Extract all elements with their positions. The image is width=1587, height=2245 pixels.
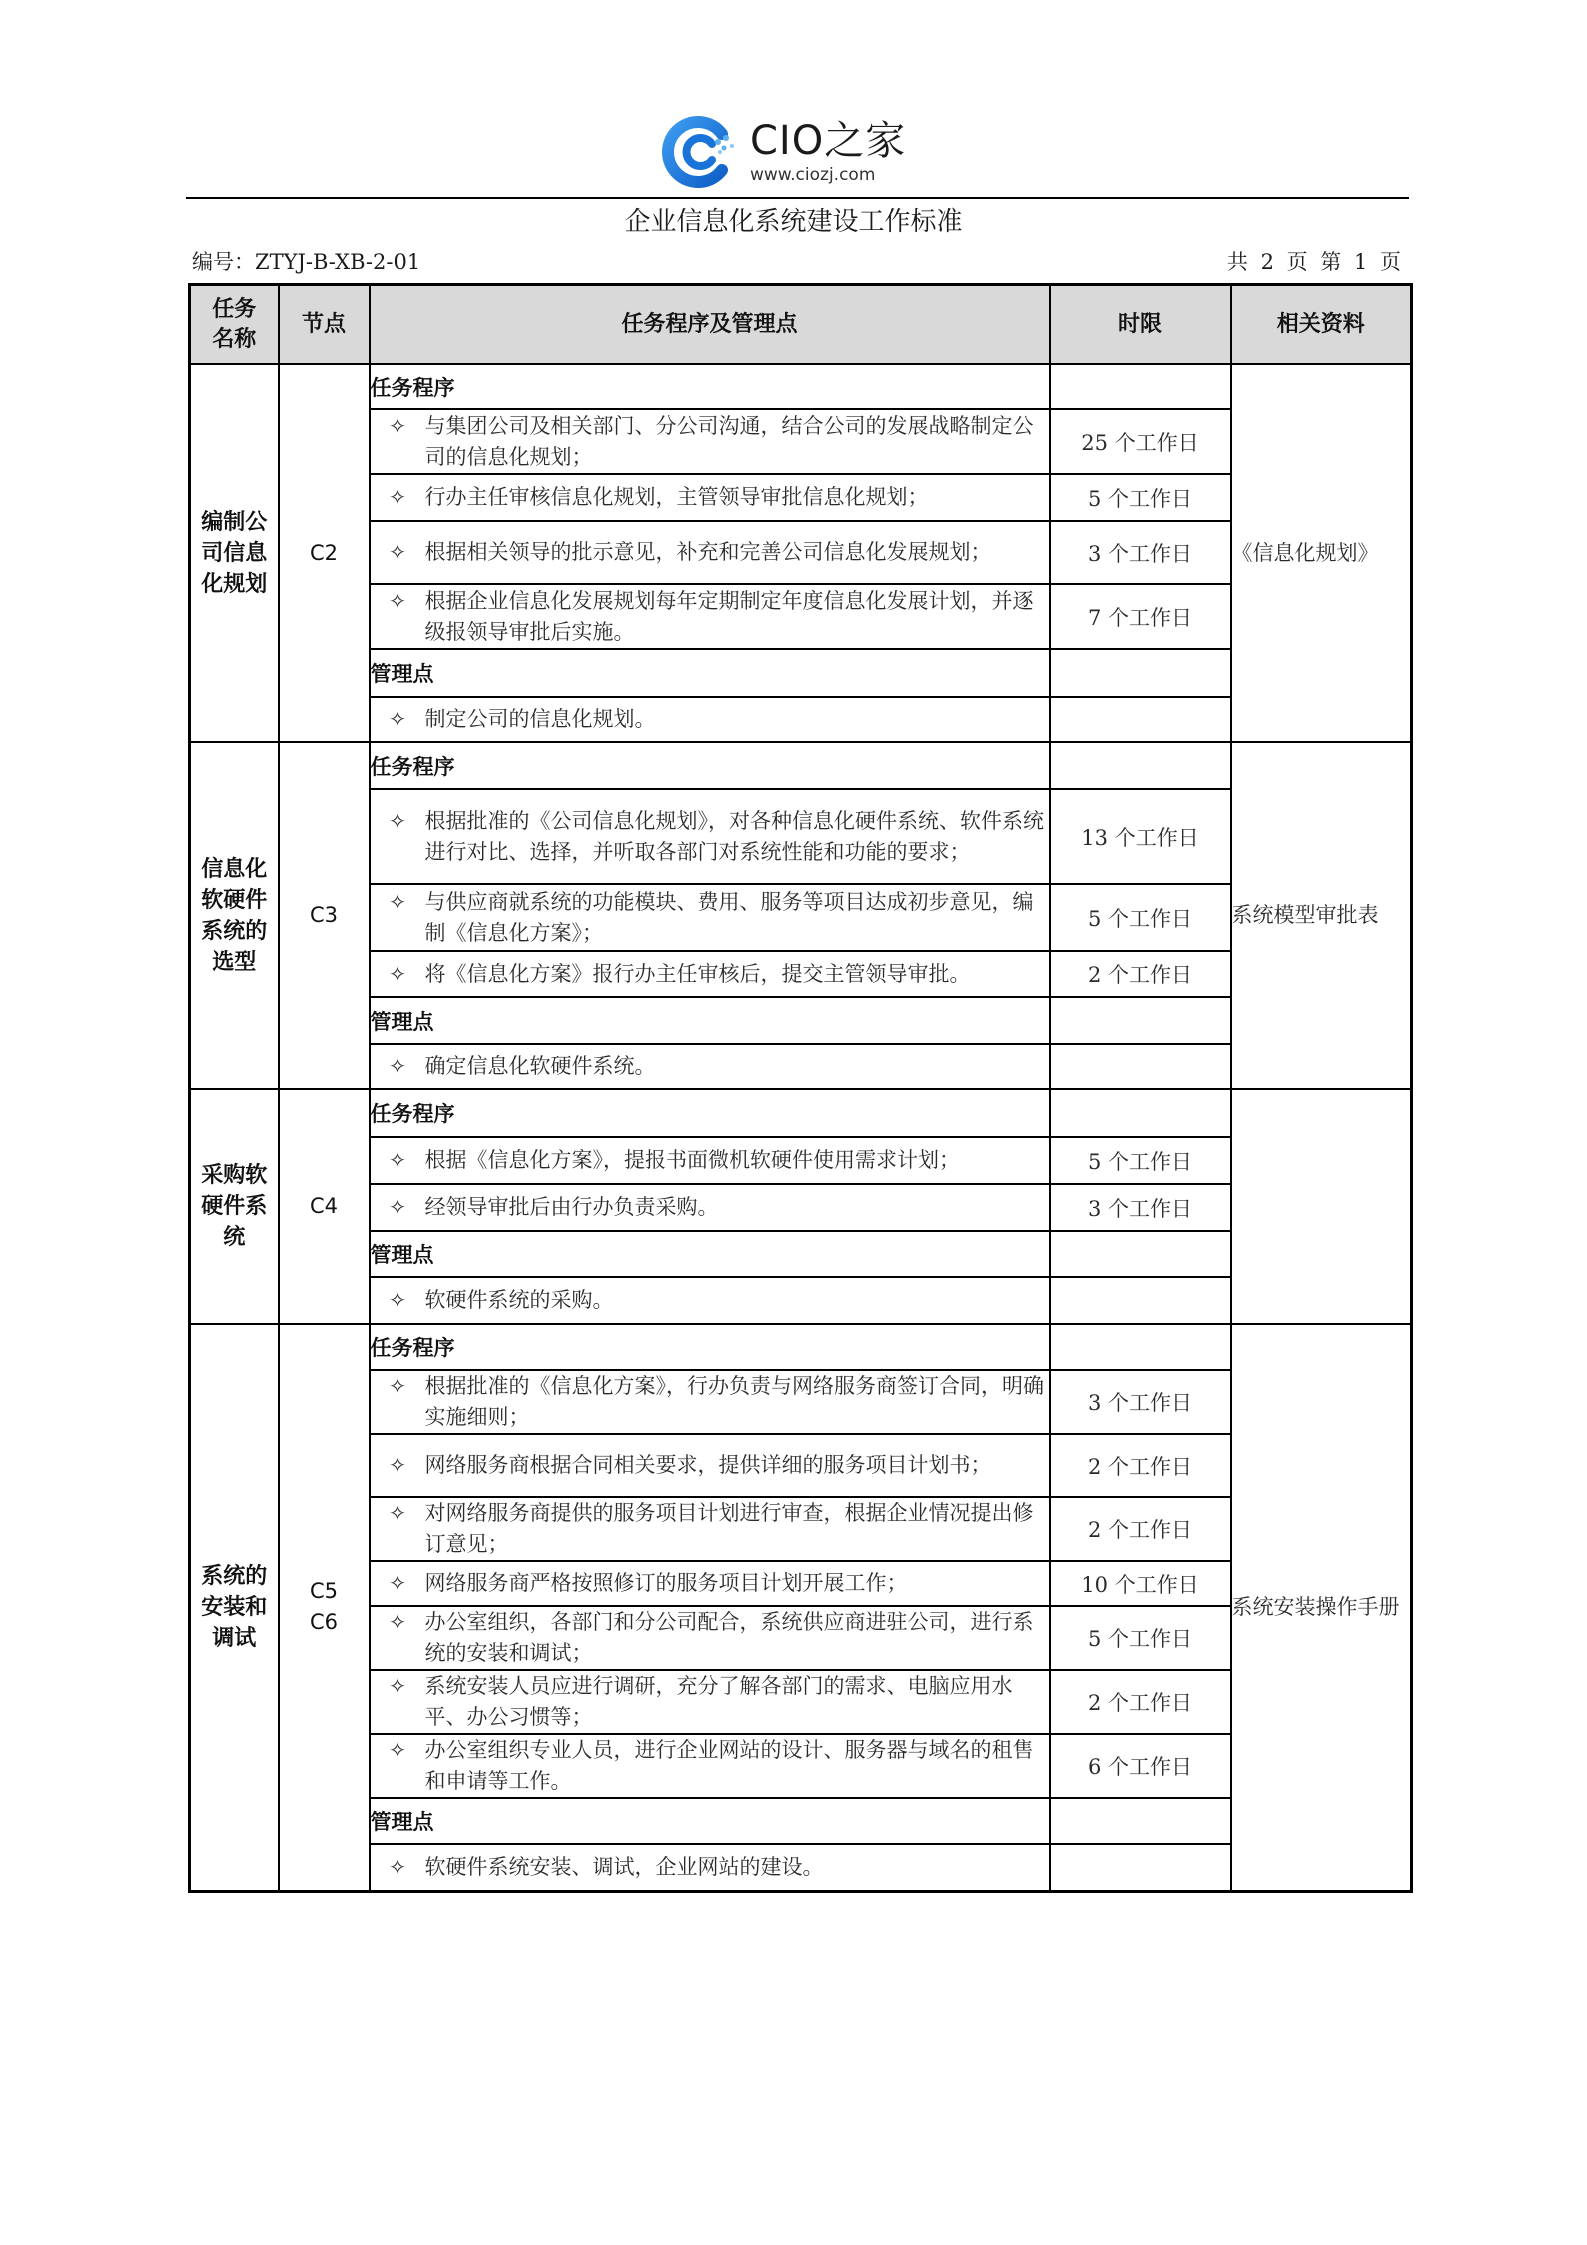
management-point: 软硬件系统的采购。 (424, 1288, 614, 1312)
diamond-bullet-icon: ✧ (389, 707, 406, 731)
section-row (190, 364, 1412, 409)
procedure-step: 与集团公司及相关部门、分公司沟通，结合公司的发展战略制定公司的信息化规划； (424, 413, 1034, 469)
node-cell: C3 (279, 742, 370, 1089)
table-row (190, 789, 1412, 884)
time-limit-cell: 10 个工作日 (1050, 1561, 1231, 1606)
table-row (190, 1184, 1412, 1231)
section-row (190, 1089, 1412, 1137)
procedure-step: 办公室组织，各部门和分公司配合，系统供应商进驻公司，进行系统的安装和调试； (424, 1610, 1034, 1665)
table-row (190, 521, 1412, 584)
time-limit-cell: 5 个工作日 (1050, 474, 1231, 521)
document-code: 编号：ZTYJ-B-XB-2-01 (192, 250, 421, 274)
header-time-limit: 时限 (1050, 285, 1231, 365)
header-node: 节点 (279, 285, 370, 365)
table-row (190, 1370, 1412, 1434)
table-row (190, 1844, 1412, 1891)
time-limit-cell: 25 个工作日 (1050, 409, 1231, 474)
procedure-step: 办公室组织专业人员，进行企业网站的设计、服务器与域名的租售和申请等工作。 (424, 1738, 1034, 1793)
procedure-step: 网络服务商严格按照修订的服务项目计划开展工作； (424, 1571, 908, 1595)
page-indicator: 共 2 页 第 1 页 (1226, 250, 1401, 274)
brand-logo (660, 112, 950, 192)
procedure-subheading: 任务程序 (370, 742, 1050, 789)
node-cell (279, 1324, 370, 1891)
time-limit-cell: 2 个工作日 (1050, 1670, 1231, 1734)
time-limit-cell: 7 个工作日 (1050, 584, 1231, 649)
table-row (190, 409, 1412, 474)
management-subheading: 管理点 (370, 1798, 1050, 1844)
table-row (190, 1497, 1412, 1561)
diamond-bullet-icon: ✧ (389, 540, 406, 564)
table-row (190, 1044, 1412, 1089)
section-row (190, 1324, 1412, 1370)
time-limit-cell: 13 个工作日 (1050, 789, 1231, 884)
table-header-row (190, 285, 1412, 365)
time-limit-cell (1050, 1798, 1231, 1844)
table-row (190, 584, 1412, 649)
section-row (190, 1798, 1412, 1844)
procedure-step: 网络服务商根据合同相关要求，提供详细的服务项目计划书； (424, 1453, 992, 1477)
diamond-bullet-icon: ✧ (389, 808, 406, 833)
time-limit-cell: 6 个工作日 (1050, 1734, 1231, 1798)
time-limit-cell (1050, 1277, 1231, 1324)
management-subheading: 管理点 (370, 997, 1050, 1044)
table-row (190, 1277, 1412, 1324)
time-limit-cell (1050, 1089, 1231, 1137)
diamond-bullet-icon: ✧ (389, 1571, 406, 1595)
procedure-step: 根据《信息化方案》，提报书面微机软硬件使用需求计划； (424, 1148, 960, 1172)
diamond-bullet-icon: ✧ (389, 1288, 406, 1312)
task-name-cell: 编制公司信息化规划 (190, 364, 279, 742)
table-row (190, 1606, 1412, 1670)
diamond-bullet-icon: ✧ (389, 485, 406, 509)
brand-name: CIO之家 (750, 118, 907, 164)
procedure-subheading: 任务程序 (370, 1324, 1050, 1370)
time-limit-cell (1050, 364, 1231, 409)
cio-logo-icon (660, 112, 740, 192)
time-limit-cell: 5 个工作日 (1050, 884, 1231, 951)
diamond-bullet-icon: ✧ (389, 588, 406, 613)
header-procedure: 任务程序及管理点 (370, 285, 1050, 365)
time-limit-cell (1050, 1231, 1231, 1277)
table-row (190, 1434, 1412, 1497)
table-row (190, 1137, 1412, 1184)
diamond-bullet-icon: ✧ (389, 1738, 406, 1762)
management-subheading: 管理点 (370, 1231, 1050, 1277)
management-subheading: 管理点 (370, 649, 1050, 697)
time-limit-cell: 5 个工作日 (1050, 1606, 1231, 1670)
diamond-bullet-icon: ✧ (389, 961, 406, 986)
table-row (190, 1670, 1412, 1734)
procedure-step: 经领导审批后由行办负责采购。 (424, 1195, 719, 1219)
node-line: C5 (309, 1579, 339, 1604)
management-point: 制定公司的信息化规划。 (424, 707, 656, 731)
procedure-step: 根据企业信息化发展规划每年定期制定年度信息化发展计划，并逐级报领导审批后实施。 (424, 588, 1034, 644)
diamond-bullet-icon: ✧ (389, 1148, 406, 1172)
time-limit-cell (1050, 1844, 1231, 1891)
task-name-cell: 系统的安装和调试 (190, 1324, 279, 1891)
time-limit-cell: 2 个工作日 (1050, 951, 1231, 997)
table-row (190, 697, 1412, 742)
diamond-bullet-icon: ✧ (389, 889, 406, 914)
procedure-step: 根据批准的《信息化方案》，行办负责与网络服务商签订合同，明确实施细则； (424, 1374, 1044, 1429)
diamond-bullet-icon: ✧ (389, 1195, 406, 1219)
header-task-name: 任务名称 (190, 285, 279, 365)
procedure-step: 与供应商就系统的功能模块、费用、服务等项目达成初步意见，编制《信息化方案》； (424, 889, 1034, 945)
diamond-bullet-icon: ✧ (389, 1501, 406, 1525)
header-divider (186, 197, 1409, 199)
time-limit-cell: 3 个工作日 (1050, 521, 1231, 584)
document-title: 企业信息化系统建设工作标准 (624, 207, 963, 237)
procedure-step: 将《信息化方案》报行办主任审核后，提交主管领导审批。 (424, 961, 971, 986)
management-point: 软硬件系统安装、调试，企业网站的建设。 (424, 1854, 824, 1879)
time-limit-cell: 3 个工作日 (1050, 1370, 1231, 1434)
diamond-bullet-icon: ✧ (389, 1674, 406, 1698)
time-limit-cell (1050, 742, 1231, 789)
section-row (190, 649, 1412, 697)
section-row (190, 997, 1412, 1044)
procedure-step: 行办主任审核信息化规划，主管领导审批信息化规划； (424, 485, 929, 509)
diamond-bullet-icon: ✧ (389, 1374, 406, 1398)
work-standard-table (188, 283, 1413, 1893)
procedure-step: 系统安装人员应进行调研，充分了解各部门的需求、电脑应用水平、办公习惯等； (424, 1674, 1013, 1729)
task-name-cell: 信息化软硬件系统的选型 (190, 742, 279, 1089)
table-row (190, 474, 1412, 521)
reference-cell: 《信息化规划》 (1231, 364, 1412, 742)
procedure-subheading: 任务程序 (370, 364, 1050, 409)
time-limit-cell: 2 个工作日 (1050, 1434, 1231, 1497)
table-row (190, 884, 1412, 951)
time-limit-cell (1050, 1324, 1231, 1370)
brand-url: www.ciozj.com (750, 165, 876, 185)
time-limit-cell (1050, 1044, 1231, 1089)
section-row (190, 742, 1412, 789)
diamond-bullet-icon: ✧ (389, 1453, 406, 1477)
task-name-cell: 采购软硬件系统 (190, 1089, 279, 1324)
node-line: C6 (309, 1610, 339, 1635)
time-limit-cell (1050, 997, 1231, 1044)
time-limit-cell: 3 个工作日 (1050, 1184, 1231, 1231)
reference-cell (1231, 1089, 1412, 1324)
reference-cell: 系统模型审批表 (1231, 742, 1412, 1089)
time-limit-cell (1050, 649, 1231, 697)
diamond-bullet-icon: ✧ (389, 413, 406, 438)
procedure-step: 根据批准的《公司信息化规划》，对各种信息化硬件系统、软件系统进行对比、选择，并听取各部门对系统性能和功能的要求； (424, 808, 1044, 864)
table-row (190, 1734, 1412, 1798)
node-cell: C4 (279, 1089, 370, 1324)
diamond-bullet-icon: ✧ (389, 1854, 406, 1879)
time-limit-cell (1050, 697, 1231, 742)
diamond-bullet-icon: ✧ (389, 1054, 406, 1078)
header-references: 相关资料 (1231, 285, 1412, 365)
reference-cell: 系统安装操作手册 (1231, 1324, 1412, 1891)
section-row (190, 1231, 1412, 1277)
node-cell: C2 (279, 364, 370, 742)
time-limit-cell: 2 个工作日 (1050, 1497, 1231, 1561)
table-row (190, 951, 1412, 997)
procedure-step: 对网络服务商提供的服务项目计划进行审查，根据企业情况提出修订意见； (424, 1501, 1034, 1556)
time-limit-cell: 5 个工作日 (1050, 1137, 1231, 1184)
procedure-subheading: 任务程序 (370, 1089, 1050, 1137)
table-row (190, 1561, 1412, 1606)
diamond-bullet-icon: ✧ (389, 1610, 406, 1634)
procedure-step: 根据相关领导的批示意见，补充和完善公司信息化发展规划； (424, 540, 992, 564)
management-point: 确定信息化软硬件系统。 (424, 1054, 656, 1078)
